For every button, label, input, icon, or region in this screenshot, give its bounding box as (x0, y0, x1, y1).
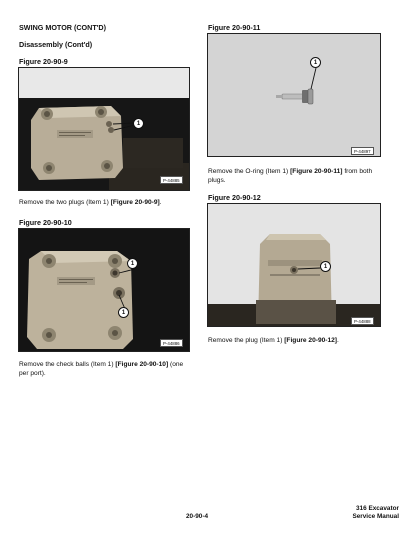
figure-20-90-10-code: P-44886 (160, 339, 183, 347)
figure-20-90-10-label: Figure 20-90-10 (19, 218, 72, 227)
figure-20-90-10-photo (18, 228, 190, 352)
figure-20-90-11-photo (207, 33, 381, 157)
footer-manual-title: Service Manual (352, 513, 399, 520)
page-number: 20-90-4 (186, 513, 209, 520)
figure-20-90-12-code: P-44888 (351, 317, 374, 325)
figure-20-90-9-photo (18, 67, 190, 191)
section-title: SWING MOTOR (CONT'D) (19, 23, 107, 32)
figure-20-90-11-code: P-44897 (351, 147, 374, 155)
figure-20-90-12-photo (207, 203, 381, 327)
figure-20-90-12-callout: 1 (320, 261, 331, 272)
footer-model: 316 Excavator (356, 505, 399, 512)
figure-20-90-12-label: Figure 20-90-12 (208, 193, 261, 202)
subsection-title: Disassembly (Cont'd) (19, 40, 93, 49)
figure-20-90-9-code: P-44885 (160, 176, 183, 184)
figure-20-90-9-label: Figure 20-90-9 (19, 57, 68, 66)
figure-20-90-9-callout: 1 (133, 118, 144, 129)
figure-20-90-10-callout-upper: 1 (127, 258, 138, 269)
figure-20-90-11-label: Figure 20-90-11 (208, 23, 261, 32)
figure-20-90-11-callout: 1 (310, 57, 321, 68)
figure-20-90-12-caption: Remove the plug (Item 1) [Figure 20-90-12]. (208, 337, 339, 344)
figure-20-90-9-caption: Remove the two plugs (Item 1) [Figure 20-90-9]. (19, 199, 162, 206)
figure-20-90-11-caption: Remove the O-ring (Item 1) [Figure 20-90-11] from both plugs. (208, 168, 373, 184)
figure-20-90-10-callout-lower: 1 (118, 307, 129, 318)
figure-20-90-10-caption: Remove the check balls (Item 1) [Figure 20-90-10] (one per port). (19, 361, 184, 377)
